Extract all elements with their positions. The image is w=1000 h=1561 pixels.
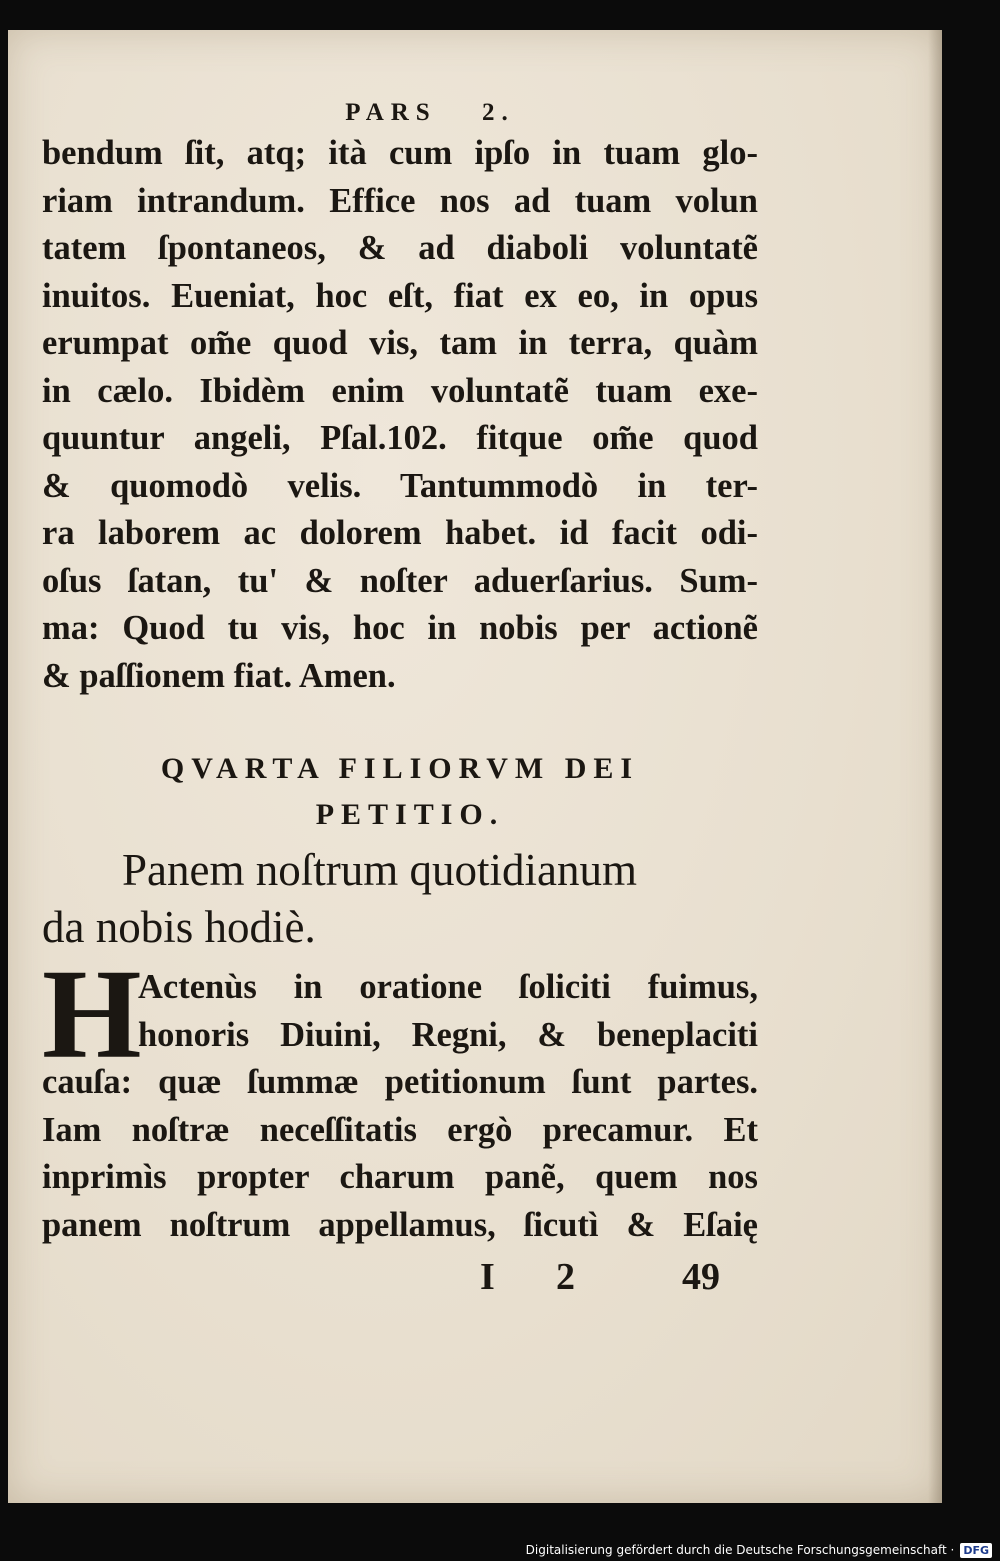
body-line: ra laborem ac dolorem habet. id facit odi- bbox=[42, 514, 758, 552]
body-line: tatem ſpontaneos, & ad diaboli voluntatẽ bbox=[42, 229, 758, 267]
signature-letter: I bbox=[480, 1256, 495, 1298]
page-text bbox=[42, 96, 758, 1301]
funding-credit: Digitalisierung gefördert durch die Deutsche Forschungsgemeinschaft · bbox=[525, 1543, 955, 1557]
body-line: honoris Diuini, Regni, & beneplaciti bbox=[138, 1015, 758, 1054]
body-line: panem noſtrum appellamus, ſicutì & Eſaię bbox=[42, 1205, 758, 1244]
body-line: cauſa: quæ ſummæ petitionum ſunt partes. bbox=[42, 1063, 758, 1101]
body-line: bendum ſit, atq; ità cum ipſo in tuam glo- bbox=[42, 134, 758, 172]
drop-cap-initial: H bbox=[42, 943, 142, 1085]
signature-number: 2 bbox=[556, 1256, 575, 1298]
body-line: ma: Quod tu vis, hoc in nobis per actionẽ bbox=[42, 609, 758, 647]
body-line: oſus ſatan, tu' & noſter aduerſarius. Sum- bbox=[42, 561, 758, 600]
body-line: erumpat om̃e quod vis, tam in terra, quàm bbox=[42, 324, 758, 362]
folio-number: 49 bbox=[682, 1256, 720, 1298]
initial-paragraph bbox=[42, 943, 758, 1249]
section-title-line-2: PETITIO. bbox=[315, 798, 505, 831]
verse-line: Panem noſtrum quotidianum bbox=[122, 845, 637, 895]
section-title-line-1: QVARTA FILIORVM DEI bbox=[160, 752, 640, 785]
page-edge-shadow bbox=[928, 30, 942, 1503]
digitization-footer bbox=[526, 1539, 992, 1561]
body-paragraph bbox=[42, 130, 758, 700]
body-line: Actenùs in oratione ſoliciti fuimus, bbox=[138, 968, 758, 1006]
body-line: riam intrandum. Effice nos ad tuam volun bbox=[42, 181, 758, 220]
running-head bbox=[102, 96, 758, 130]
running-head-number: 2. bbox=[481, 99, 515, 126]
body-line: & quomodò velis. Tantummodò in ter- bbox=[42, 466, 758, 505]
body-line: quuntur angeli, Pſal.102. fitque om̃e quod bbox=[42, 419, 758, 457]
book-page bbox=[8, 30, 942, 1503]
verse-heading bbox=[42, 842, 758, 956]
body-line: inprimìs propter charum panẽ, quem nos bbox=[42, 1158, 758, 1196]
body-line: inuitos. Eueniat, hoc eſt, fiat ex eo, in opus bbox=[42, 276, 758, 315]
running-head-label: PARS bbox=[345, 99, 437, 126]
signature-marks bbox=[42, 1253, 758, 1301]
body-line: in cælo. Ibidèm enim voluntatẽ tuam exe- bbox=[42, 371, 758, 410]
dfg-logo-icon: DFG bbox=[960, 1543, 992, 1558]
verse-line: da nobis hodiè. bbox=[42, 902, 316, 952]
body-line: & paſſionem fiat. Amen. bbox=[42, 656, 396, 695]
body-line: Iam noſtræ neceſſitatis ergò precamur. Et bbox=[42, 1110, 758, 1149]
